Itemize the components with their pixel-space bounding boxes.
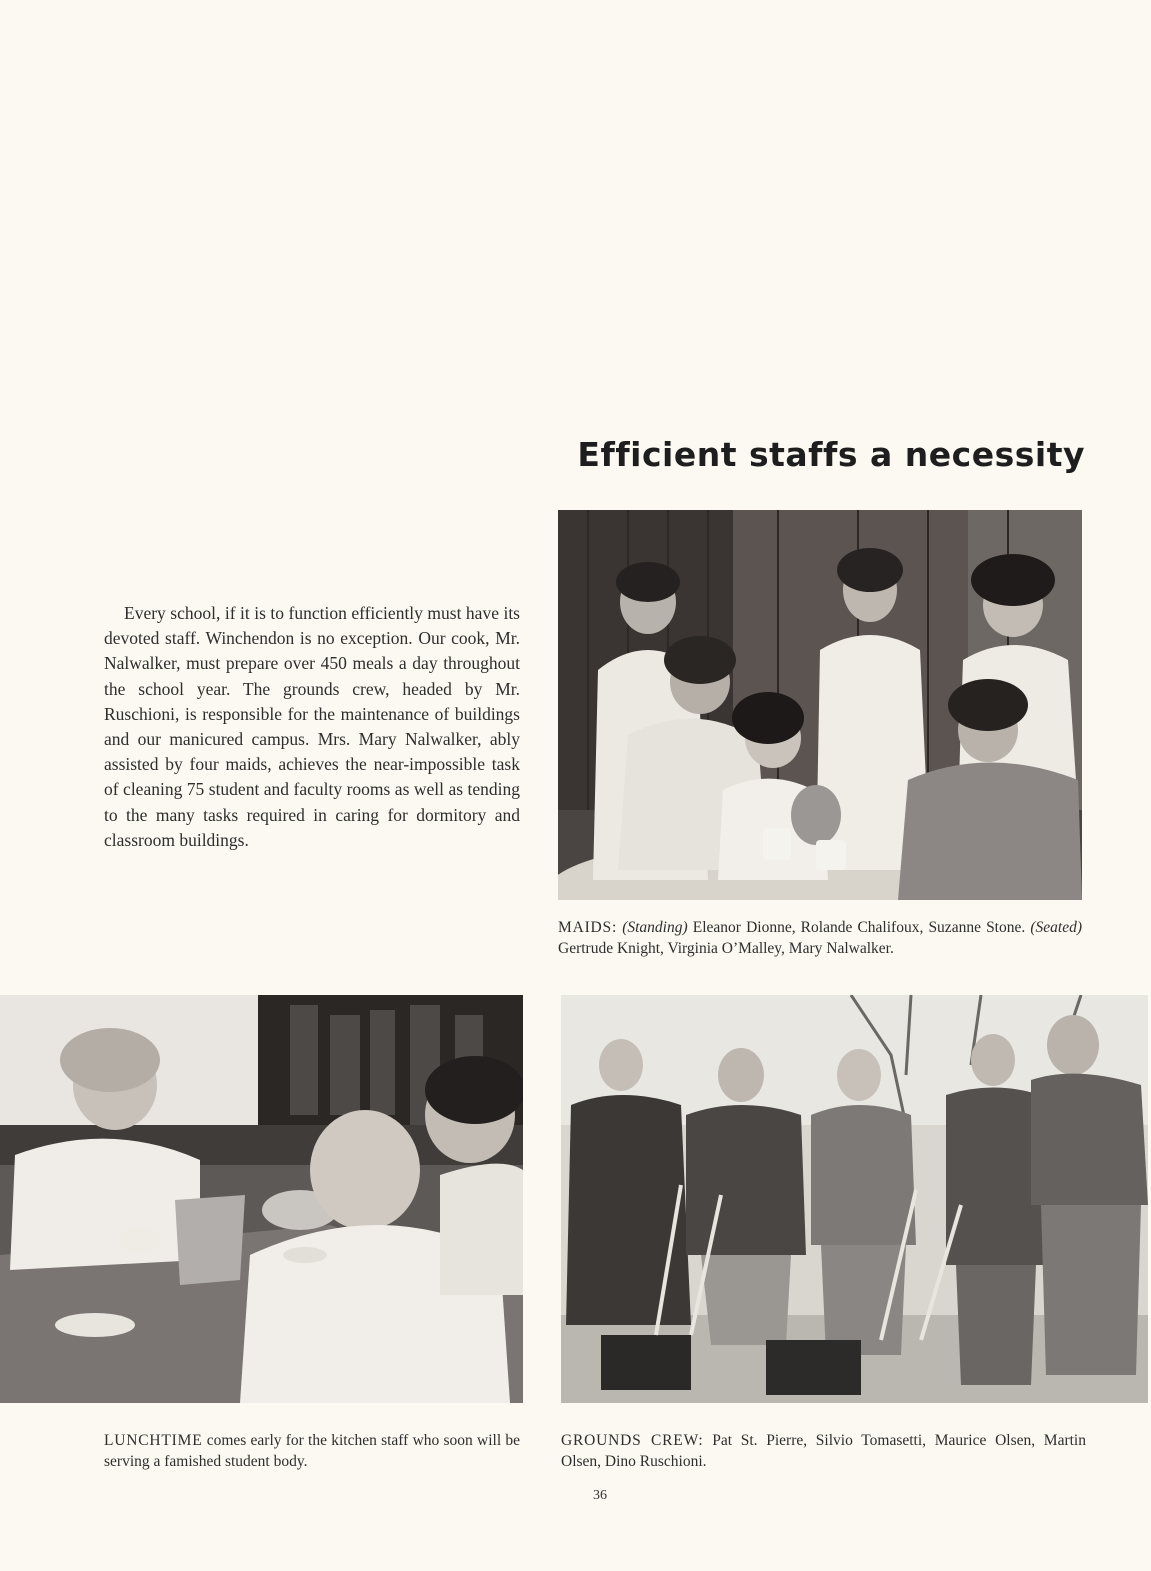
page-title: Efficient staffs a necessity (577, 435, 1085, 474)
lunchtime-photo (0, 995, 523, 1403)
maids-caption (558, 917, 1082, 959)
grounds-crew-photo (561, 995, 1148, 1403)
maids-photo (558, 510, 1082, 900)
grounds-caption-label: GROUNDS CREW: (561, 1432, 704, 1449)
grounds-crew-caption (561, 1430, 1086, 1472)
lunchtime-caption-text: comes early for the kitchen staff who soon will be serving a famished student body. (104, 1432, 520, 1470)
maids-caption-label: MAIDS: (558, 919, 618, 936)
page-number: 36 (593, 1488, 607, 1503)
standing-tag: (Standing) (622, 919, 688, 936)
seated-tag: (Seated) (1030, 919, 1083, 936)
seated-names: Gertrude Knight, Virginia O’Malley, Mary Nalwalker. (558, 940, 894, 957)
lunchtime-caption-label: LUNCHTIME (104, 1432, 203, 1449)
grounds-caption-text: Pat St. Pierre, Silvio Tomasetti, Maurice Olsen, Martin Olsen, Dino Ruschioni. (561, 1432, 1086, 1470)
standing-names: Eleanor Dionne, Rolande Chalifoux, Suzanne Stone. (692, 919, 1026, 936)
lunchtime-caption (104, 1430, 520, 1472)
body-paragraph: Every school, if it is to function efficiently must have its devoted staff. Winchendon is no exception. Our cook, Mr. Nalwalker, must prepare over 450 meals a day throughout the school year. The grounds crew, headed by Mr. Ruschioni, is responsible for the maintenance of buildings and our manicured campus. Mrs. Mary Nalwalker, ably assisted by four maids, achieves the near-impossible task of cleaning 75 student and faculty rooms as well as tending to the many tasks required in caring for dormitory and classroom buildings. (104, 603, 520, 850)
